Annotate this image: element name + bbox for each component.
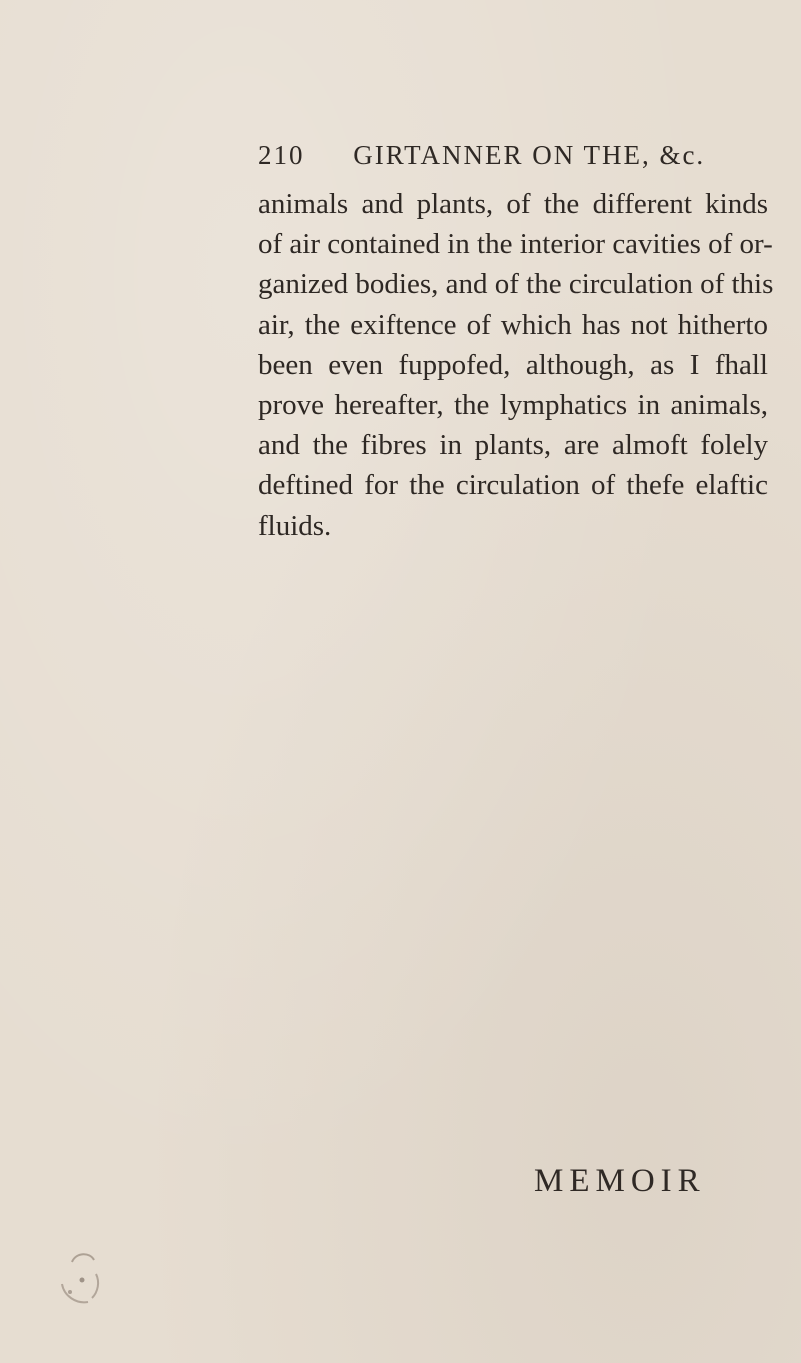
text-line: fluids. (258, 509, 332, 542)
text-line: ganized bodies, and of the circulation of this (258, 268, 774, 301)
text-line: animals and plants, of the different kinds (258, 188, 768, 220)
text-line: and the fibres in plants, are almoft folely (258, 429, 768, 462)
text-line: been even fuppofed, although, as I fhall (258, 348, 768, 381)
body-paragraph (258, 184, 774, 546)
text-line: air, the exiftence of which has not hitherto (258, 308, 768, 341)
page-number: 210 (258, 140, 305, 170)
text-line: deftined for the circulation of thefe elaftic (258, 469, 768, 502)
running-title: GIRTANNER ON THE, &c. (353, 140, 706, 170)
running-head (258, 140, 778, 180)
text-line: of air contained in the interior cavities of or- (258, 228, 773, 261)
text-line: prove hereafter, the lymphatics in animals, (258, 389, 768, 422)
catchword: MEMOIR (534, 1163, 706, 1199)
ink-stain-mark (52, 1244, 116, 1314)
